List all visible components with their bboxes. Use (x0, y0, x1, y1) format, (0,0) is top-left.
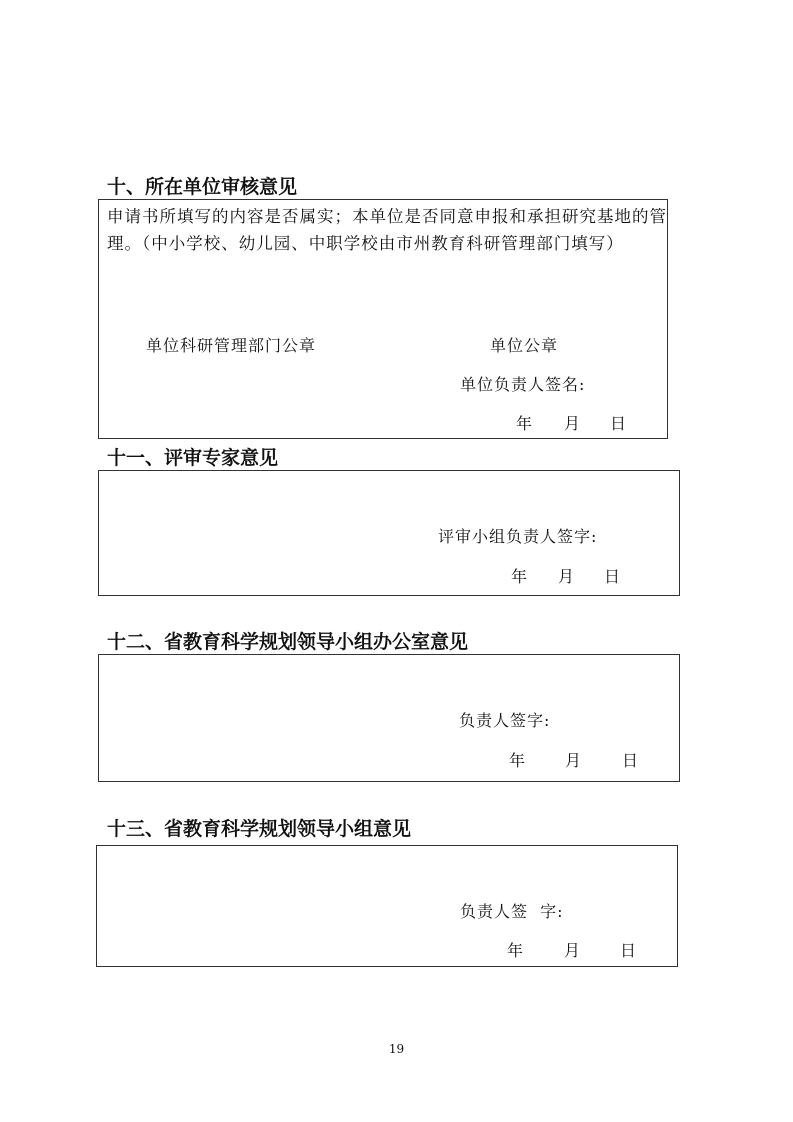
date-year-label: 年 (507, 941, 525, 960)
section-12-heading: 十二、省教育科学规划领导小组办公室意见 (107, 631, 469, 653)
date-day-label: 日 (610, 414, 628, 433)
date-year-label: 年 (509, 751, 527, 770)
page-number: 19 (388, 1042, 405, 1056)
date-day-label: 日 (620, 941, 638, 960)
date-year-label: 年 (511, 567, 529, 586)
date-day-label: 日 (604, 567, 622, 586)
review-head-signature-label: 评审小组负责人签字: (438, 527, 598, 546)
section-11-heading: 十一、评审专家意见 (107, 447, 279, 469)
group-head-signature-label: 负责人签 字: (460, 902, 564, 921)
unit-seal-label: 单位公章 (490, 336, 559, 355)
date-year-label: 年 (516, 414, 534, 433)
office-head-signature-label: 负责人签字: (459, 711, 551, 730)
date-month-label: 月 (558, 567, 576, 586)
date-day-label: 日 (622, 751, 640, 770)
date-month-label: 月 (565, 751, 583, 770)
date-month-label: 月 (564, 414, 582, 433)
unit-head-signature-label: 单位负责人签名: (460, 375, 586, 394)
dept-seal-label: 单位科研管理部门公章 (146, 336, 317, 355)
section-13-heading: 十三、省教育科学规划领导小组意见 (107, 818, 412, 840)
date-month-label: 月 (564, 941, 582, 960)
section-11-box (98, 470, 680, 596)
section-10-box (98, 199, 668, 439)
section-10-heading: 十、所在单位审核意见 (107, 176, 298, 198)
section-12-box (98, 654, 680, 782)
section-10-instructions: 申请书所填写的内容是否属实；本单位是否同意申报和承担研究基地的管理。（中小学校、幼儿园、中职学校由市州教育科研管理部门填写） (107, 207, 667, 253)
section-13-box (96, 845, 678, 967)
